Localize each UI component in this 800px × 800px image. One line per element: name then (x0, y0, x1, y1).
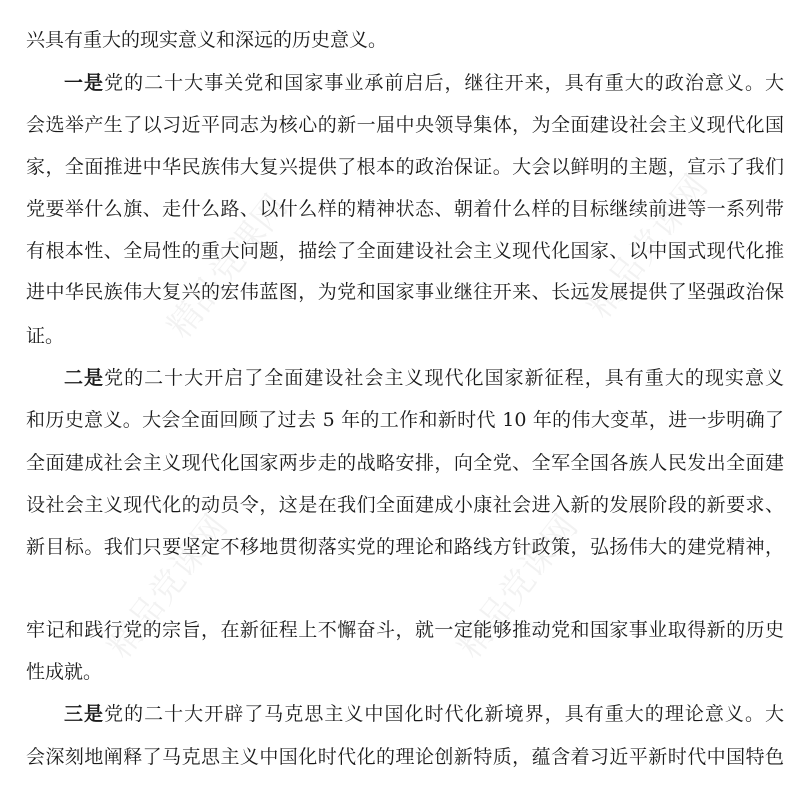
text-line: 会深刻地阐释了马克思主义中国化时代化的理论创新特质，蕴含着习近平新时代中国特色 (26, 746, 784, 768)
text-line: 牢记和践行党的宗旨，在新征程上不懈奋斗，就一定能够推动党和国家事业取得新的历史 (26, 619, 784, 641)
text-line: 设社会主义现代化的动员令，这是在我们全面建成小康社会进入新的发展阶段的新要求、 (26, 494, 784, 516)
text-line: 进中华民族伟大复兴的宏伟蓝图，为党和国家事业继往开来、长远发展提供了坚强政治保 (26, 281, 784, 303)
point-label: 二是 (64, 367, 105, 389)
paragraph-3-first-line: 三是党的二十大开辟了马克思主义中国化时代化新境界，具有重大的理论意义。大 (64, 703, 784, 725)
paragraph-1-first-line: 一是党的二十大事关党和国家事业承前启后，继往开来，具有重大的政治意义。大 (64, 72, 784, 94)
text-line: 兴具有重大的现实意义和深远的历史意义。 (26, 29, 388, 51)
text-line: 家，全面推进中华民族伟大复兴提供了根本的政治保证。大会以鲜明的主题，宣示了我们 (26, 156, 784, 178)
text-line: 会选举产生了以习近平同志为核心的新一届中央领导集体，为全面建设社会主义现代化国 (26, 114, 784, 136)
text-line: 党要举什么旗、走什么路、以什么样的精神状态、朝着什么样的目标继续前进等一系列带 (26, 198, 784, 220)
point-label: 一是 (64, 72, 105, 94)
text-line: 全面建成社会主义现代化国家两步走的战略安排，向全党、全军全国各族人民发出全面建 (26, 452, 784, 474)
text-line: 有根本性、全局性的重大问题，描绘了全面建设社会主义现代化国家、以中国式现代化推 (26, 240, 784, 262)
paragraph-2-first-line: 二是党的二十大开启了全面建设社会主义现代化国家新征程，具有重大的现实意义 (64, 367, 784, 389)
point-label: 三是 (64, 703, 105, 725)
text-line: 和历史意义。大会全面回顾了过去 5 年的工作和新时代 10 年的伟大变革，进一步明确了 (26, 409, 784, 431)
text-line: 新目标。我们只要坚定不移地贯彻落实党的理论和路线方针政策，弘扬伟大的建党精神， (26, 536, 784, 558)
text-line: 性成就。 (26, 661, 103, 683)
text-line: 证。 (26, 325, 65, 347)
